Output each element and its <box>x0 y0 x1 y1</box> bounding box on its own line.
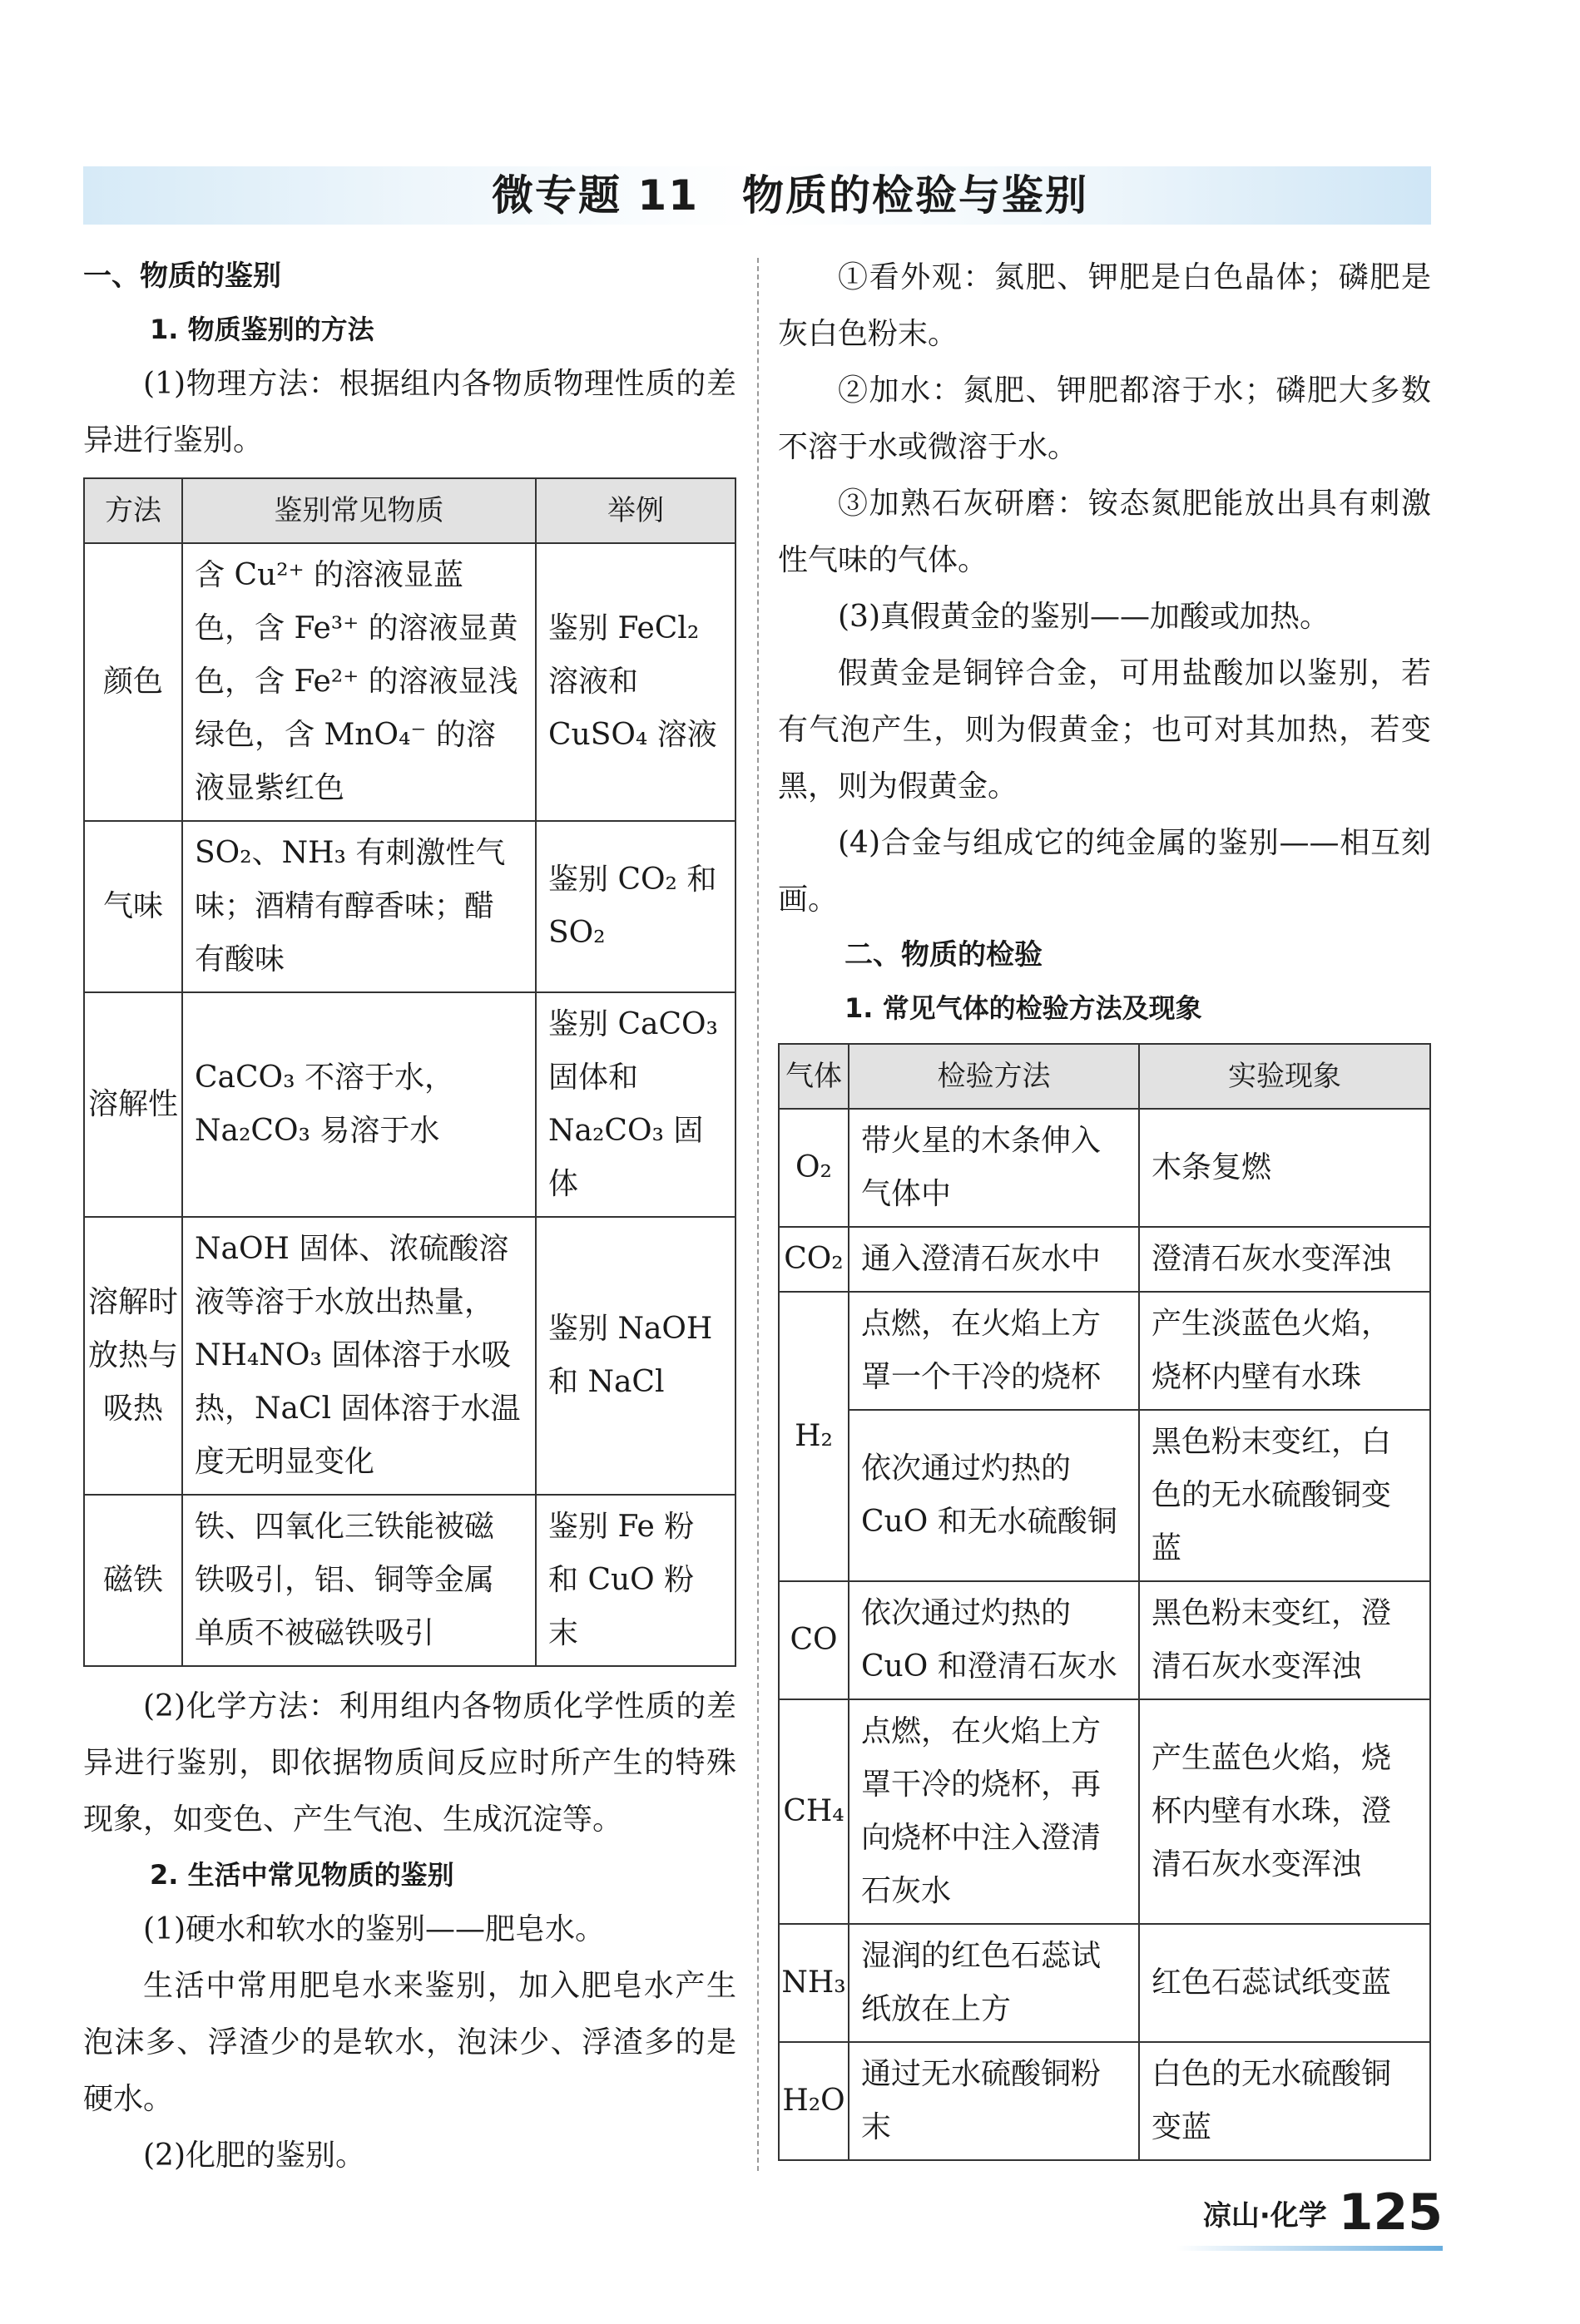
table-cell: 气味 <box>84 821 182 992</box>
table-cell: 点燃，在火焰上方罩干冷的烧杯，再向烧杯中注入澄清石灰水 <box>849 1699 1139 1924</box>
table-cell: 红色石蕊试纸变蓝 <box>1139 1924 1430 2042</box>
table-row <box>779 1292 1430 1410</box>
table-cell: 鉴别 CaCO₃ 固体和 Na₂CO₃ 固体 <box>536 992 736 1217</box>
paragraph-slaked-lime: ③加熟石灰研磨：铵态氮肥能放出具有刺激性气味的气体。 <box>778 487 1431 577</box>
table-header: 方法 <box>84 478 182 543</box>
paragraph-gold: (3)真假黄金的鉴别——加酸或加热。 <box>838 600 1330 634</box>
paragraph-appearance: ①看外观：氮肥、钾肥是白色晶体；磷肥是灰白色粉末。 <box>778 260 1431 351</box>
table-cell: 含 Cu²⁺ 的溶液显蓝色，含 Fe³⁺ 的溶液显黄色，含 Fe²⁺ 的溶液显浅绿色，含 MnO₄⁻ 的溶液显紫红色 <box>182 543 536 821</box>
right-column <box>778 250 1431 2173</box>
table-header: 检验方法 <box>849 1044 1139 1109</box>
table-cell: CH₄ <box>779 1699 849 1924</box>
table-header: 举例 <box>536 478 736 543</box>
table-row <box>779 2042 1430 2160</box>
page-number: 125 <box>1338 2183 1443 2242</box>
table-header-row <box>84 478 736 543</box>
table-cell: O₂ <box>779 1109 849 1227</box>
table-header-row <box>779 1044 1430 1109</box>
table-cell: H₂ <box>779 1292 849 1581</box>
table-cell: CO <box>779 1581 849 1699</box>
table-header: 气体 <box>779 1044 849 1109</box>
paragraph-fertilizer: (2)化肥的鉴别。 <box>143 2139 365 2173</box>
identification-table <box>83 477 736 1667</box>
table-cell: 通入澄清石灰水中 <box>849 1227 1139 1292</box>
table-cell: 鉴别 NaOH 和 NaCl <box>536 1217 736 1495</box>
paragraph-hard-water: (1)硬水和软水的鉴别——肥皂水。 <box>143 1912 605 1946</box>
paragraph-chemical-method: (2)化学方法：利用组内各物质化学性质的差异进行鉴别，即依据物质间反应时所产生的特殊现象，如变色、产生气泡、生成沉淀等。 <box>83 1689 736 1837</box>
table-cell: CaCO₃ 不溶于水，Na₂CO₃ 易溶于水 <box>182 992 536 1217</box>
table-cell: 依次通过灼热的 CuO 和无水硫酸铜 <box>849 1410 1139 1581</box>
table-cell: NaOH 固体、浓硫酸溶液等溶于水放出热量，NH₄NO₃ 固体溶于水吸热，NaCl 固体溶于水温度无明显变化 <box>182 1217 536 1495</box>
column-divider <box>757 258 759 2171</box>
table-row <box>779 1581 1430 1699</box>
table-cell: H₂O <box>779 2042 849 2160</box>
left-column <box>83 250 736 2184</box>
table-cell: 鉴别 FeCl₂ 溶液和 CuSO₄ 溶液 <box>536 543 736 821</box>
table-cell: 木条复燃 <box>1139 1109 1430 1227</box>
table-row <box>84 1495 736 1666</box>
book-label: 凉山·化学 <box>1202 2198 1327 2233</box>
table-cell: 湿润的红色石蕊试纸放在上方 <box>849 1924 1139 2042</box>
page-title: 微专题 11 物质的检验与鉴别 <box>492 171 1088 220</box>
table-row <box>779 1924 1430 2042</box>
table-cell: 鉴别 CO₂ 和 SO₂ <box>536 821 736 992</box>
table-cell: 带火星的木条伸入气体中 <box>849 1109 1139 1227</box>
table-cell: 磁铁 <box>84 1495 182 1666</box>
table-row <box>779 1109 1430 1227</box>
table-cell: 鉴别 Fe 粉和 CuO 粉末 <box>536 1495 736 1666</box>
page-footer <box>1203 2179 1443 2246</box>
table-cell: 黑色粉末变红，澄清石灰水变浑浊 <box>1139 1581 1430 1699</box>
footer-accent-line <box>1176 2246 1443 2251</box>
section-heading-testing: 二、物质的检验 <box>844 938 1043 972</box>
table-row <box>84 543 736 821</box>
table-header: 实验现象 <box>1139 1044 1430 1109</box>
subheading-methods: 1. 物质鉴别的方法 <box>150 314 374 345</box>
table-cell: 依次通过灼热的 CuO 和澄清石灰水 <box>849 1581 1139 1699</box>
paragraph-physical-method: (1)物理方法：根据组内各物质物理性质的差异进行鉴别。 <box>83 367 736 457</box>
table-cell: CO₂ <box>779 1227 849 1292</box>
table-cell: SO₂、NH₃ 有刺激性气味；酒精有醇香味；醋有酸味 <box>182 821 536 992</box>
table-cell: 溶解性 <box>84 992 182 1217</box>
table-cell: 白色的无水硫酸铜变蓝 <box>1139 2042 1430 2160</box>
table-cell: 溶解时放热与吸热 <box>84 1217 182 1495</box>
subheading-gas-testing: 1. 常见气体的检验方法及现象 <box>844 992 1202 1024</box>
paragraph-add-water: ②加水：氮肥、钾肥都溶于水；磷肥大多数不溶于水或微溶于水。 <box>778 373 1431 464</box>
table-row <box>84 992 736 1217</box>
table-cell: 黑色粉末变红，白色的无水硫酸铜变蓝 <box>1139 1410 1430 1581</box>
gas-testing-table <box>778 1043 1431 2161</box>
table-cell: 产生淡蓝色火焰，烧杯内壁有水珠 <box>1139 1292 1430 1410</box>
subheading-daily-life: 2. 生活中常见物质的鉴别 <box>150 1859 454 1891</box>
paragraph-alloy: (4)合金与组成它的纯金属的鉴别——相互刻画。 <box>778 826 1431 917</box>
table-cell: 铁、四氧化三铁能被磁铁吸引，铝、铜等金属单质不被磁铁吸引 <box>182 1495 536 1666</box>
table-header: 鉴别常见物质 <box>182 478 536 543</box>
table-cell: 点燃，在火焰上方罩一个干冷的烧杯 <box>849 1292 1139 1410</box>
table-row <box>84 1217 736 1495</box>
table-row <box>84 821 736 992</box>
table-cell: 澄清石灰水变浑浊 <box>1139 1227 1430 1292</box>
table-row <box>779 1699 1430 1924</box>
table-cell: 颜色 <box>84 543 182 821</box>
section-heading-identification: 一、物质的鉴别 <box>83 260 281 293</box>
paragraph-soap-water: 生活中常用肥皂水来鉴别，加入肥皂水产生泡沫多、浮渣少的是软水，泡沫少、浮渣多的是硬水。 <box>83 1969 736 2116</box>
table-row <box>779 1227 1430 1292</box>
paragraph-fake-gold: 假黄金是铜锌合金，可用盐酸加以鉴别，若有气泡产生，则为假黄金；也可对其加热，若变黑，则为假黄金。 <box>778 656 1431 804</box>
table-cell: NH₃ <box>779 1924 849 2042</box>
table-row <box>779 1410 1430 1581</box>
table-cell: 产生蓝色火焰，烧杯内壁有水珠，澄清石灰水变浑浊 <box>1139 1699 1430 1924</box>
table-cell: 通过无水硫酸铜粉末 <box>849 2042 1139 2160</box>
